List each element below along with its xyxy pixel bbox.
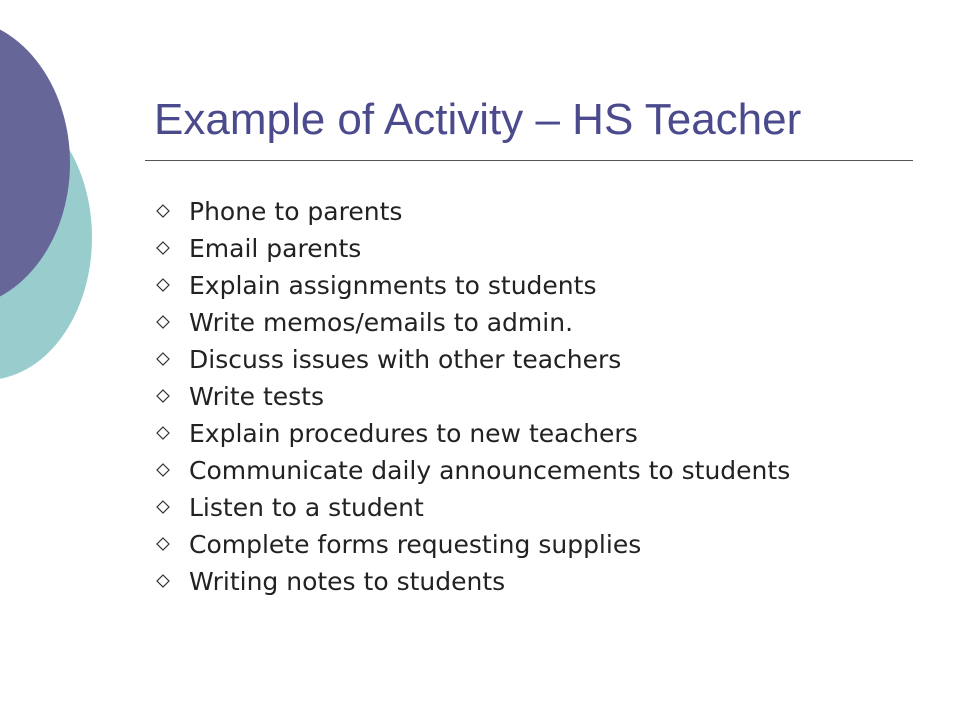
hollow-diamond-bullet-icon [155, 314, 171, 330]
hollow-diamond-bullet-icon [155, 499, 171, 515]
hollow-diamond-bullet-icon [155, 203, 171, 219]
hollow-diamond-bullet-icon [155, 388, 171, 404]
bullet-text: Phone to parents [189, 197, 403, 226]
bullet-text: Write tests [189, 382, 324, 411]
bullet-text: Complete forms requesting supplies [189, 530, 642, 559]
bullet-text: Email parents [189, 234, 362, 263]
hollow-diamond-bullet-icon [155, 425, 171, 441]
bullet-text: Communicate daily announcements to students [189, 456, 791, 485]
hollow-diamond-bullet-icon [155, 536, 171, 552]
bullet-text: Write memos/emails to admin. [189, 308, 574, 337]
bullet-text: Discuss issues with other teachers [189, 345, 622, 374]
bullet-text: Listen to a student [189, 493, 424, 522]
slide-title: Example of Activity – HS Teacher [154, 95, 802, 144]
hollow-diamond-bullet-icon [155, 277, 171, 293]
hollow-diamond-bullet-icon [155, 240, 171, 256]
hollow-diamond-bullet-icon [155, 573, 171, 589]
title-divider [145, 160, 913, 161]
bullet-text: Writing notes to students [189, 567, 506, 596]
hollow-diamond-bullet-icon [155, 462, 171, 478]
hollow-diamond-bullet-icon [155, 351, 171, 367]
bullet-text: Explain procedures to new teachers [189, 419, 638, 448]
bullet-text: Explain assignments to students [189, 271, 597, 300]
